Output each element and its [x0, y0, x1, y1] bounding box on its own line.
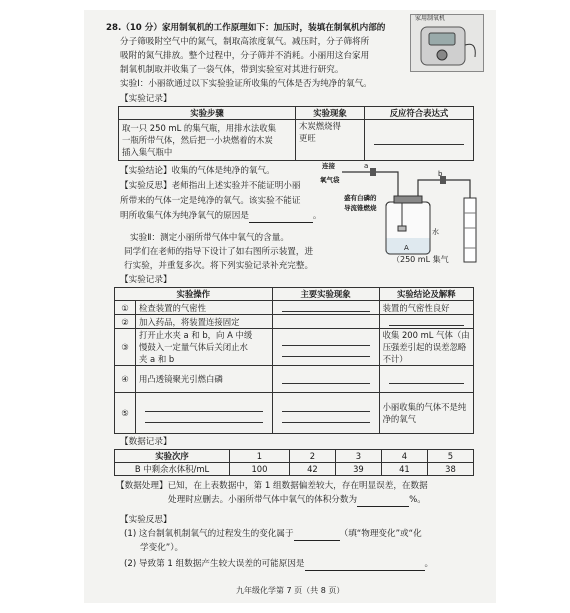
- row-5-conclusion-1: 小丽收集的气体不是纯: [382, 402, 467, 412]
- exp2-title-3: 行实验，并重复多次。将下列实验记录补充完整。: [124, 261, 314, 271]
- apparatus-caption: （250 mL 集气: [392, 255, 449, 264]
- trial-1: 1: [230, 450, 290, 463]
- reflection2-q1-text: (1) 这台制氧机制氧气的过程发生的变化属于: [124, 529, 294, 539]
- reflection2-label: 【实验反思】: [120, 515, 172, 525]
- data-record-label: 【数据记录】: [120, 437, 172, 447]
- row-1-phenomenon-blank[interactable]: [282, 303, 370, 312]
- machine-illustration: [411, 15, 483, 71]
- volume-5: 38: [427, 463, 473, 476]
- trial-3: 3: [335, 450, 381, 463]
- reflection2-q2: (2) 导致第 1 组数据产生较大误差的可能原因是 。: [124, 559, 434, 569]
- exp2-row-5: [115, 393, 474, 434]
- exp1-reflection-3-text: 明所收集气体为纯净氧气的原因是: [120, 211, 249, 221]
- reflection2-q1-cont: 学变化”）。: [140, 543, 184, 553]
- row-3-conclusion-2: 压强差引起的误差忽略: [382, 342, 467, 352]
- exp1-reflection-2: 所带来的气体一定是纯净的氧气。该实验不能证: [120, 196, 301, 206]
- row-3-phenomenon-blank-1[interactable]: [282, 337, 370, 346]
- exp1-reflection-3: 明所收集气体为纯净氧气的原因是 。: [120, 211, 322, 221]
- exp2-title-2: 同学们在老师的指导下设计了如右图所示装置，进: [124, 247, 314, 257]
- processing-line-2-text: 处理时应删去。小丽所带气体中氧气的体积分数为: [168, 495, 358, 505]
- exp1-table: [118, 106, 474, 161]
- trial-header: 实验次序: [115, 450, 230, 463]
- trial-5: 5: [427, 450, 473, 463]
- bottle-a-label: A: [404, 244, 409, 252]
- row-5-operation-blank-1[interactable]: [145, 403, 263, 412]
- row-3-conclusion-3: 不计）: [382, 354, 408, 364]
- intro-line-1: 分子筛吸附空气中的氮气，制取高浓度氧气。减压时，分子筛将所: [120, 37, 370, 47]
- row-5-operation-blank-2[interactable]: [145, 414, 263, 423]
- row-5-conclusion-2: 净的氧气: [382, 414, 417, 424]
- exp1-reason-blank[interactable]: [249, 212, 313, 223]
- exp1-record-label: 【实验记录】: [120, 94, 172, 104]
- row-3-operation-1: 打开止水夹 a 和 b，向 A 中缓: [139, 330, 253, 340]
- intro-line-2: 吸附的氮气排放。整个过程中，分子筛并不消耗。小丽用这台家用: [120, 51, 370, 61]
- row-5-phenomenon-blank-1[interactable]: [282, 403, 370, 412]
- processing-line-1: 【数据处理】已知，在上表数据中，第 1 组数据偏差较大，存在明显误差，在数据: [116, 481, 428, 491]
- volume-4: 41: [381, 463, 427, 476]
- exp1-step-line-3: 插入集气瓶中: [122, 147, 173, 157]
- volume-row-label: B 中剩余水体积/mL: [115, 463, 230, 476]
- trial-2: 2: [289, 450, 335, 463]
- row-4-number: ④: [115, 366, 136, 393]
- exp1-expression-blank[interactable]: [374, 136, 464, 145]
- row-5-number: ⑤: [115, 393, 136, 434]
- water-label: 水: [432, 228, 439, 236]
- page-footer: 九年级化学第 7 页（共 8 页）: [236, 586, 345, 595]
- exp2-record-label: 【实验记录】: [120, 275, 172, 285]
- volume-3: 39: [335, 463, 381, 476]
- volume-2: 42: [289, 463, 335, 476]
- phosphorus-label-1: 盛有白磷的: [344, 194, 377, 202]
- machine-label: 家用制氧机: [415, 15, 446, 22]
- row-1-operation: 检查装置的气密性: [136, 301, 273, 315]
- exp2-title-1: 实验Ⅱ：测定小丽所带气体中氧气的含量。: [130, 233, 289, 243]
- row-4-operation: 用凸透镜聚光引燃白磷: [136, 366, 273, 393]
- exp2-header-conclusion: 实验结论及解释: [379, 288, 473, 301]
- clamp-a-label: a: [364, 162, 369, 170]
- reflection2-q1: [124, 528, 422, 541]
- row-4-phenomenon-blank[interactable]: [282, 375, 370, 384]
- oxygen-bag-label-2: 氧气袋: [320, 176, 340, 184]
- row-2-number: ②: [115, 315, 136, 329]
- exp2-row-2: [115, 315, 474, 329]
- exp1-phenomenon-line-2: 更旺: [299, 133, 316, 143]
- exp1-step-line-2: 一瓶所带气体，然后把一小块燃着的木炭: [122, 135, 273, 145]
- exp2-row-3: [115, 329, 474, 366]
- row-4-conclusion-blank[interactable]: [389, 375, 464, 384]
- clamp-b-label: b: [438, 170, 443, 178]
- volume-1: 100: [230, 463, 290, 476]
- intro-line-3: 制氧机制取并收集了一袋气体，带到实验室对其进行研究。: [120, 65, 344, 75]
- exp1-header-step: 实验步骤: [119, 107, 296, 120]
- exp2-row-4: [115, 366, 474, 393]
- exp1-title: 实验Ⅰ：小丽欲通过以下实验验证所收集的气体是否为纯净的氧气。: [120, 79, 372, 89]
- oxygen-machine-image: [410, 14, 484, 72]
- exp1-header-phenomenon: 实验现象: [296, 107, 365, 120]
- exp1-step-line-1: 取一只 250 mL 的集气瓶，用排水法收集: [122, 123, 277, 133]
- trial-4: 4: [381, 450, 427, 463]
- error-reason-blank[interactable]: [305, 560, 425, 571]
- exp1-reflection-1: 【实验反思】老师指出上述实验并不能证明小丽: [120, 181, 301, 191]
- exp2-header-phenomenon: 主要实验现象: [272, 288, 379, 301]
- row-1-conclusion: 装置的气密性良好: [379, 301, 473, 315]
- exp1-header-expression: 反应符合表达式: [365, 107, 474, 120]
- exp2-table: [114, 287, 474, 434]
- row-3-conclusion-1: 收集 200 mL 气体（由: [382, 330, 470, 340]
- row-3-operation-2: 慢鼓入一定量气体后关闭止水: [139, 342, 248, 352]
- row-3-phenomenon-blank-2[interactable]: [282, 348, 370, 357]
- row-3-operation-3: 夹 a 和 b: [139, 354, 175, 364]
- reflection2-q1-hint: （填“物理变化”或“化: [339, 529, 422, 539]
- oxygen-bag-label-1: 连接: [322, 162, 335, 170]
- processing-line-2: [168, 494, 426, 507]
- question-heading: 28.（10 分）家用制氧机的工作原理如下：加压时，装填在制氧机内部的: [106, 23, 386, 33]
- data-table: [114, 449, 474, 476]
- row-1-number: ①: [115, 301, 136, 315]
- phosphorus-label-2: 导流锥燃烧: [344, 204, 377, 212]
- exp2-header-operation: 实验操作: [115, 288, 273, 301]
- processing-percent: %。: [409, 495, 426, 505]
- exp1-phenomenon-line-1: 木炭燃烧得: [299, 121, 341, 131]
- reflection2-q2-text: (2) 导致第 1 组数据产生较大误差的可能原因是: [124, 559, 305, 569]
- row-2-conclusion-blank[interactable]: [389, 317, 464, 326]
- exp1-conclusion: 【实验结论】收集的气体是纯净的氧气。: [120, 166, 275, 176]
- row-2-operation: 加入药品，将装置连接固定: [136, 315, 273, 329]
- oxygen-fraction-blank[interactable]: [357, 496, 409, 507]
- row-5-phenomenon-blank-2[interactable]: [282, 414, 370, 423]
- change-type-blank[interactable]: [294, 530, 340, 541]
- exp2-row-1: [115, 301, 474, 315]
- row-3-number: ③: [115, 329, 136, 366]
